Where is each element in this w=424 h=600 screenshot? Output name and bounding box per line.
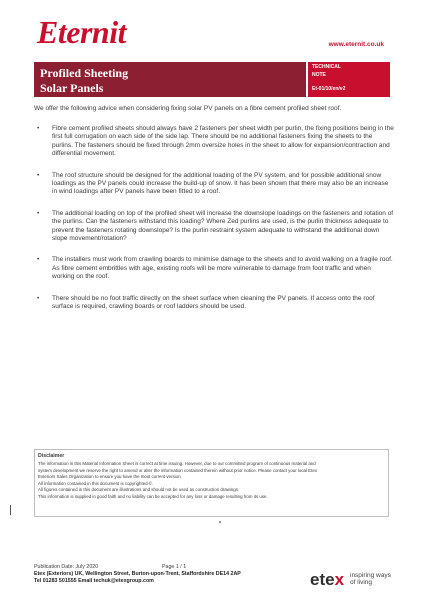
bullet-text: The additional loading on top of the profiled sheet will increase the downslope loadings on the fasteners and rotation of the purlins. Can the fasteners withstand this loading? Where Zed purlins are used, is the purlin thickness adequate to prevent the fasteners rotating downslope? Is the purlin restraint system adequate to withstand the additional down slope movement/rotation? — [52, 209, 394, 243]
intro-paragraph: We offer the following advice when considering fixing solar PV panels on a fibre cement profiled sheet roof. — [34, 105, 342, 112]
title-line-2: Solar Panels — [40, 81, 104, 95]
list-item — [34, 256, 394, 281]
bullet-text: The roof structure should be designed for the additional loading of the PV system, and for possible additional snow loadings as the PV panels could increase the build-up of snow. It has been shown that there may also be an increase in wind loadings after PV panels have been fitted to a roof. — [52, 171, 389, 196]
technical-note-box — [308, 62, 390, 97]
disclaimer-box — [34, 449, 389, 517]
bullet-text: There should be no foot traffic directly on the sheet surface when cleaning the PV panels. If access onto the roof surface is required, crawling boards or roof ladders should be used. — [52, 294, 375, 311]
bullet-icon: • — [37, 209, 40, 217]
note-label-2: NOTE — [312, 72, 326, 78]
tagline-line-1: inspiring ways — [350, 572, 391, 579]
note-code: Et-01/10/en/v2 — [312, 86, 346, 92]
etex-logo-x: x — [334, 570, 345, 589]
company-contact: Tel 01283 501555 Email techuk@etexgroup.com — [34, 577, 154, 584]
disclaimer-line: All information contained in this document is copyrighted ©. — [38, 480, 154, 486]
company-address: Etex (Exteriors) UK, Wellington Street, Burton-upon-Trent, Staffordshire DE14 2AP — [34, 570, 241, 577]
bullet-icon: • — [37, 171, 40, 179]
eternit-logo: Eternit — [37, 14, 126, 50]
title-line-1: Profiled Sheeting — [40, 66, 129, 80]
disclaimer-line: All figures contained in this document are illustrations and should not be used as construction drawings. — [38, 487, 240, 492]
disclaimer-title: Disclaimer — [38, 453, 65, 459]
bullet-text: Fibre cement profiled sheets should always have 2 fasteners per sheet width per purlin, the fixing positions being in the first full corrugation on each side of the side lap. There should be no additional fasteners fixing the sheets to the purlins. The fasteners should be fixed through 2mm oversize holes in the sheet to allow for expansion/contraction and differential movement. — [52, 125, 394, 158]
margin-mark — [10, 505, 11, 515]
tagline-line-2: of living — [350, 579, 373, 586]
stray-dot — [219, 521, 221, 523]
disclaimer-line: Exteriors Sales Organization to ensure you have the most current version. — [38, 474, 182, 479]
list-item — [34, 125, 394, 159]
bullet-icon: • — [37, 294, 40, 302]
disclaimer-line: The information in this Material Information Sheet is correct at time issuing. However, due to our committed program of continuous material and — [38, 461, 316, 466]
note-label-1: TECHNICAL — [312, 64, 341, 70]
etex-logo-text: ete — [310, 570, 335, 589]
advice-list — [34, 125, 394, 325]
list-item — [34, 295, 394, 312]
disclaimer-line: This information is supplied in good faith and no liability can be accepted for any loss or damage resulting from its use. — [38, 493, 268, 499]
list-item — [34, 210, 394, 244]
website-url[interactable]: www.eternit.co.uk — [328, 41, 384, 48]
bullet-text: The installers must work from crawling boards to minimise damage to the sheets and to avoid walking on a fragile roof. As fibre cement embrittles with age, existing roofs will be more vulnerable to damage from foot traffic and when working on the roof. — [52, 256, 393, 281]
page-number: Page 1 / 1 — [162, 564, 187, 570]
footer — [34, 564, 241, 584]
title-banner — [34, 62, 306, 97]
bullet-icon: • — [37, 125, 40, 132]
etex-logo — [310, 571, 344, 588]
etex-tagline — [350, 572, 410, 586]
disclaimer-line: system development we reserve the right to amend or alter the information contained therein without prior notice. Please contact your local Etex — [38, 467, 317, 473]
bullet-icon: • — [37, 256, 40, 264]
list-item — [34, 172, 394, 197]
publication-date: Publication Date: July 2020 — [34, 564, 99, 570]
